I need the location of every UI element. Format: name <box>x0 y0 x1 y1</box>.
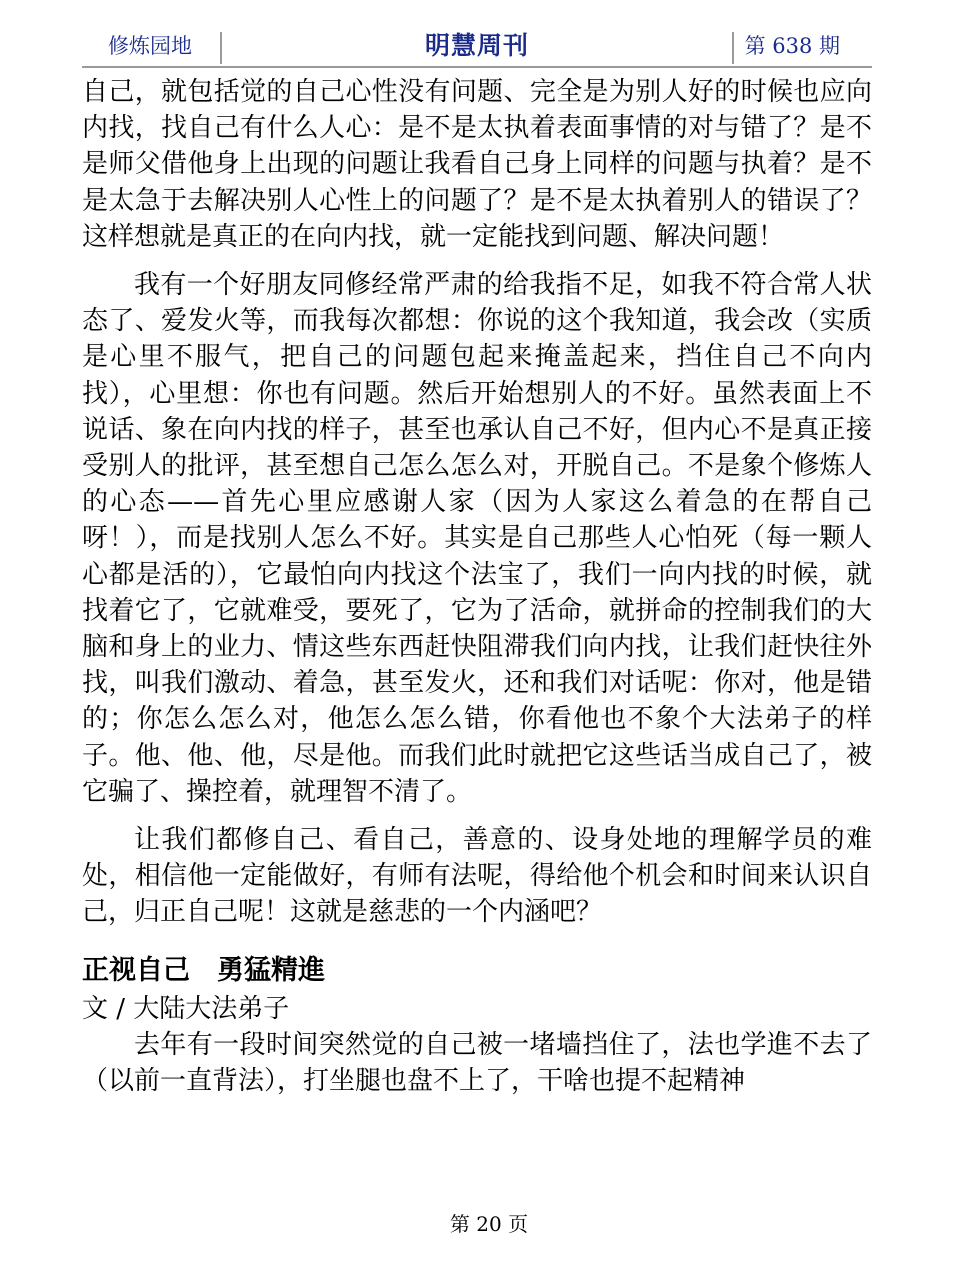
header-rule <box>82 66 872 68</box>
article-byline: 文 / 大陆大法弟子 <box>82 993 290 1024</box>
continued-paragraph: 自己，就包括觉的自己心性没有问题、完全是为别人好的时候也应向内找，找自己有什么人心：是不是太执着表面事情的对与错了？是不是师父借他身上出现的问题让我看自己身上同样的问题与执着？是不是太急于去解决别人心性上的问题了？是不是太执着别人的错误了？这样想就是真正的在向内找，就一定能找到问题、解决问题！ <box>82 77 872 252</box>
section-name: 修炼园地 <box>108 34 192 58</box>
article-title: 正视自己 勇猛精進 <box>82 954 325 986</box>
issue-number: 第 638 期 <box>744 34 840 58</box>
body-paragraph: 我有一个好朋友同修经常严肃的给我指不足，如我不符合常人状态了、爱发火等，而我每次都想：你说的这个我知道，我会改（实质是心里不服气，把自己的问题包起来掩盖起来，挡住自己不向内找），心里想：你也有问题。然后开始想别人的不好。虽然表面上不说话、象在向内找的样子，甚至也承认自己不好，但内心不是真正接受别人的批评，甚至想自己怎么怎么对，开脱自己。不是象个修炼人的心态——首先心里应感谢人家（因为人家这么着急的在帮自己呀！），而是找别人怎么不好。其实是自己那些人心怕死（每一颗人心都是活的），它最怕向内找这个法宝了，我们一向内找的时候，就找着它了，它就难受，要死了，它为了活命，就拼命的控制我们的大脑和身上的业力、情这些东西赶快阻滞我们向内找，让我们赶快往外找，叫我们激动、着急，甚至发火，还和我们对话呢：你对，他是错的；你怎么怎么对，他怎么怎么错，你看他也不象个大法弟子的样子。他、他、他，尽是他。而我们此时就把它这些话当成自己了，被它骗了、操控着，就理智不清了。 <box>82 270 872 807</box>
page-body <box>82 74 872 1099</box>
page-header <box>82 26 872 66</box>
article-paragraph: 去年有一段时间突然觉的自己被一堵墙挡住了，法也学進不去了（以前一直背法），打坐腿也盘不上了，干啥也提不起精神 <box>82 1029 872 1097</box>
header-divider <box>732 32 734 64</box>
body-paragraph: 让我们都修自己、看自己，善意的、设身处地的理解学员的难处，相信他一定能做好，有师有法呢，得给他个机会和时间来认识自己，归正自己呢！这就是慈悲的一个内涵吧？ <box>82 825 872 928</box>
publication-title: 明慧周刊 <box>424 31 529 60</box>
page-number: 第 20 页 <box>449 1212 529 1236</box>
